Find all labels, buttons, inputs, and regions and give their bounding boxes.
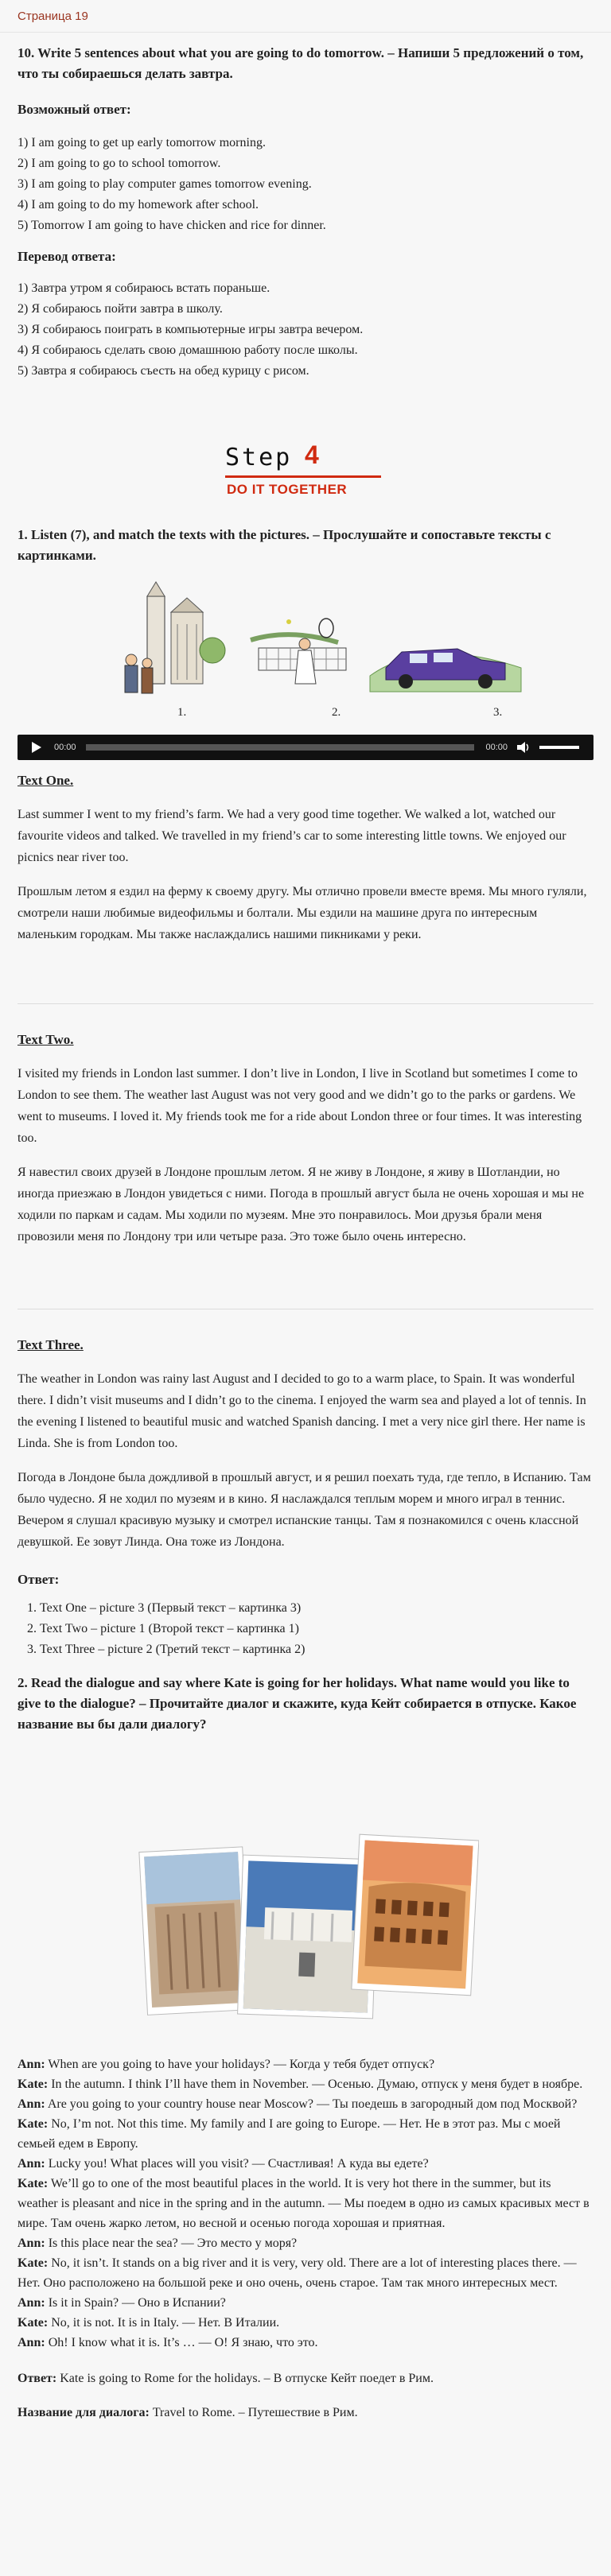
line-text: Are you going to your country house near Moscow? — Ты поедешь в загородный дом под Москвой?	[47, 2097, 578, 2111]
answer2	[18, 2368, 593, 2388]
speaker: Kate:	[18, 2077, 49, 2091]
current-time: 00:00	[54, 743, 76, 752]
step-word: Step	[225, 444, 293, 471]
task1-question: 1. Listen (7), and match the texts with the pictures. – Прослушайте и сопоставьте тексты с картинками.	[18, 527, 551, 563]
list-item: 3. Text Three – picture 2 (Третий текст – картинка 2)	[40, 1639, 593, 1660]
text-two-section	[18, 1029, 593, 1247]
translation-line: 4) Я собираюсь сделать свою домашнюю работу после школы.	[18, 343, 358, 357]
dialogue-line	[18, 2074, 593, 2094]
picture-number: 2.	[332, 706, 341, 719]
speaker: Kate:	[18, 2316, 49, 2330]
dialogue-line	[18, 2313, 593, 2333]
text-three-section	[18, 1334, 593, 1735]
rome-photos	[137, 1833, 479, 2032]
text-two-english: I visited my friends in London last summer. I don’t live in London, I live in Scotland but sometimes I come to London to see them. The weather last August was not very good and we didn’t go to the parks or gardens. We went to museums. I loved it. My friends took me for a ride about London three or four times. It was interesting too.	[18, 1067, 582, 1145]
picture-number: 1.	[177, 706, 187, 719]
line-text: Is it in Spain? — Оно в Испании?	[48, 2296, 226, 2310]
line-text: No, I’m not. Not this time. My family and I are going to Europe. — Нет. Не в этот раз. Мы с моей семьей едем в Европу.	[18, 2117, 561, 2151]
dialogue-line	[18, 2094, 593, 2114]
dialogue	[18, 2054, 593, 2423]
divider	[18, 1003, 593, 1004]
speaker: Kate:	[18, 2256, 49, 2270]
answer-line: 4) I am going to do my homework after school.	[18, 198, 259, 211]
task10-question: 10. Write 5 sentences about what you are going to do tomorrow. – Напиши 5 предложений о том, что ты собираешься делать завтра.	[18, 45, 584, 81]
duration: 00:00	[485, 743, 508, 752]
line-text: Lucky you! What places will you visit? — Счастливая! А куда вы едете?	[48, 2157, 429, 2171]
text-three-title: Text Three.	[18, 1337, 84, 1352]
speaker: Ann:	[18, 2097, 45, 2111]
step-rule	[225, 475, 381, 478]
dialogue-line	[18, 2154, 593, 2174]
answer2-label: Ответ:	[18, 2372, 57, 2385]
line-text: No, it isn’t. It stands on a big river and it is very, very old. There are a lot of interesting places there. — Нет. Оно расположено на большой реке и оно очень, очень старое. Там так много интересных мест.	[18, 2256, 577, 2290]
answer-line: 5) Tomorrow I am going to have chicken and rice for dinner.	[18, 219, 326, 232]
dialogue-line	[18, 2333, 593, 2353]
speaker: Ann:	[18, 2336, 45, 2349]
translation-line: 5) Завтра я собираюсь съесть на обед курицу с рисом.	[18, 364, 309, 378]
dialogue-line	[18, 2233, 593, 2253]
dialogue-name-text: Travel to Rome. – Путешествие в Рим.	[152, 2406, 358, 2419]
text-two-russian: Я навестил своих друзей в Лондоне прошлым летом. Я не живу в Лондоне, я живу в Шотландии, но иногда приезжаю в Лондон увидеться с ними. Погода в прошлый август была не очень хорошая и мы не ходили по паркам и садам. Мы ходили по музеям. Мне это понравилось. Мои друзья брали меня провозили меня по Лондону три или четыре раза. Это тоже было очень интересно.	[18, 1166, 585, 1243]
text-one-section	[18, 770, 593, 945]
answer-line: 3) I am going to play computer games tomorrow evening.	[18, 177, 312, 191]
line-text: We’ll go to one of the most beautiful places in the world. It is very hot there in the summer, but its weather is pleasant and nice in the spring and in the autumn. — Мы поедем в одно из самых красивых мест в мире. Там очень жарко летом, но весной и осенью погода хорошая и приятная.	[18, 2177, 590, 2230]
text-three-russian: Погода в Лондоне была дождливой в прошлый август, и я решил поехать туда, где тепло, в Испанию. Там было чудесно. Я не ходил по музеям и в кино. Я наслаждался теплым морем и много играл в теннис. Вечером я слушал красивую музыку и смотрел испанские танцы. Там я познакомился с очень классной девушкой. Ее зовут Линда. Она тоже из Лондона.	[18, 1471, 591, 1549]
dialogue-name-label: Название для диалога:	[18, 2406, 150, 2419]
answer2-text: Kate is going to Rome for the holidays. – В отпуске Кейт поедет в Рим.	[60, 2372, 434, 2385]
answer-line: 1) I am going to get up early tomorrow morning.	[18, 136, 266, 149]
task10-translations	[18, 278, 593, 382]
task10-answer-label: Возможный ответ:	[18, 102, 131, 117]
volume-slider[interactable]	[539, 746, 579, 749]
dialogue-line	[18, 2174, 593, 2233]
photo-palace	[139, 1847, 251, 2015]
list-item: 1. Text One – picture 3 (Первый текст – картинка 3)	[40, 1598, 593, 1619]
answer-line: 2) I am going to go to school tomorrow.	[18, 157, 221, 170]
answer1-list	[18, 1598, 593, 1660]
progress-track[interactable]	[86, 744, 475, 751]
translation-line: 1) Завтра утром я собираюсь встать пораньше.	[18, 281, 270, 295]
dialogue-line	[18, 2293, 593, 2313]
text-one-title: Text One.	[18, 773, 74, 788]
audio-player	[18, 735, 593, 760]
answer1-label: Ответ:	[18, 1572, 60, 1587]
volume-icon[interactable]	[517, 741, 531, 754]
text-two-title: Text Two.	[18, 1032, 74, 1047]
breadcrumb-divider	[0, 32, 611, 33]
translation-line: 2) Я собираюсь пойти завтра в школу.	[18, 302, 223, 316]
play-icon[interactable]	[32, 742, 41, 753]
task1-pictures	[107, 580, 537, 724]
breadcrumb[interactable]: Страница 19	[18, 10, 88, 23]
dialogue-line	[18, 2054, 593, 2074]
list-item: 2. Text Two – picture 1 (Второй текст – картинка 1)	[40, 1619, 593, 1639]
step-banner	[225, 439, 381, 501]
speaker: Ann:	[18, 2058, 45, 2071]
dialogue-line	[18, 2114, 593, 2154]
line-text: When are you going to have your holidays? — Когда у тебя будет отпуск?	[48, 2058, 435, 2071]
speaker: Kate:	[18, 2117, 49, 2131]
picture-car	[370, 649, 521, 719]
step-subtitle: DO IT TOGETHER	[227, 482, 348, 497]
line-text: No, it is not. It is in Italy. — Нет. В Италии.	[51, 2316, 280, 2330]
speaker: Ann:	[18, 2237, 45, 2250]
speaker: Ann:	[18, 2296, 45, 2310]
dialogue-name	[18, 2403, 593, 2423]
text-three-english: The weather in London was rainy last August and I decided to go to a warm place, to Spain. It was wonderful there. I didn’t visit museums and I didn’t go to the cinema. I enjoyed the warm sea and played a lot of tennis. In the evening I listened to beautiful music and watched Spanish dancing. I met a very nice girl there. Her name is Linda. She is from London too.	[18, 1372, 586, 1450]
speaker: Kate:	[18, 2177, 49, 2190]
line-text: Oh! I know what it is. It’s … — О! Я знаю, что это.	[48, 2336, 318, 2349]
picture-london	[125, 582, 225, 719]
dialogue-line	[18, 2253, 593, 2293]
text-one-english: Last summer I went to my friend’s farm. We had a very good time together. We walked a lot, watched our favourite videos and talked. We travelled in my friend’s car to some interesting little towns. We enjoyed our picnics near river too.	[18, 808, 566, 864]
line-text: In the autumn. I think I’ll have them in November. — Осенью. Думаю, отпуск у меня будет в ноябре.	[51, 2077, 583, 2091]
task10-answers	[18, 133, 593, 236]
task10-section	[18, 43, 593, 382]
step-number: 4	[305, 440, 319, 469]
photo-colosseum	[352, 1834, 479, 1996]
line-text: Is this place near the sea? — Это место у моря?	[48, 2237, 298, 2250]
task10-translation-label: Перевод ответа:	[18, 249, 116, 264]
picture-number: 3.	[493, 706, 503, 719]
text-one-russian: Прошлым летом я ездил на ферму к своему другу. Мы отлично провели вместе время. Мы много гуляли, смотрели наши любимые видеофильмы и болтали. Мы ездили на машине друга по интересным маленьким городкам. Мы также наслаждались нашими пикниками у реки.	[18, 885, 587, 941]
picture-tennis	[251, 619, 346, 719]
task2-question: 2. Read the dialogue and say where Kate is going for her holidays. What name would you like to give to the dialogue? – Прочитайте диалог и скажите, куда Кейт собирается в отпуске. Какое название вы бы дали диалогу?	[18, 1675, 577, 1732]
translation-line: 3) Я собираюсь поиграть в компьютерные игры завтра вечером.	[18, 323, 364, 336]
speaker: Ann:	[18, 2157, 45, 2171]
